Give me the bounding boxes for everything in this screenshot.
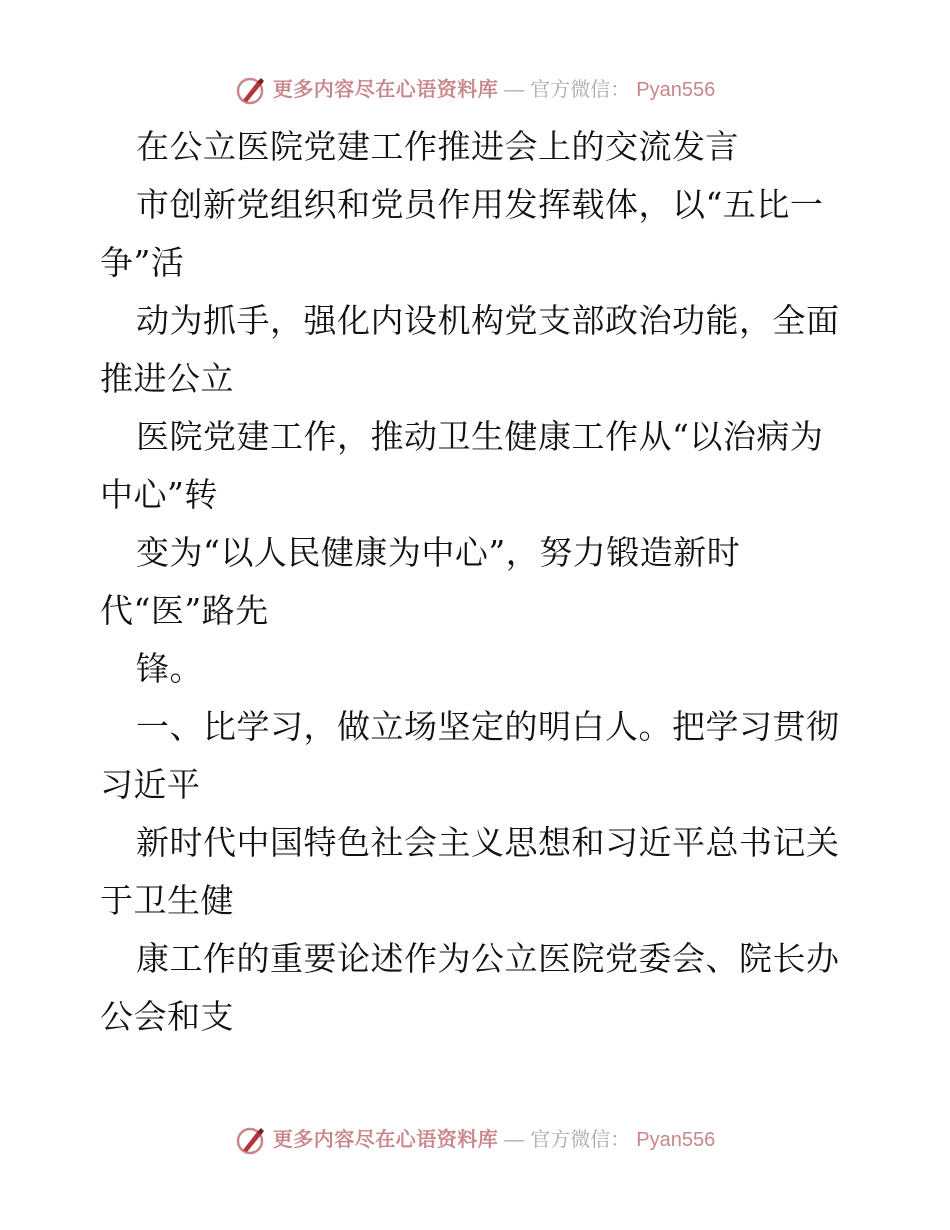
watermark-wechat-label: 官方微信：	[530, 1129, 631, 1151]
watermark-text: 更多内容尽在心语资料库	[272, 1129, 499, 1151]
text-line: 动为抓手，强化内设机构党支部政治功能，全面	[136, 301, 840, 340]
text-line: 锋。	[136, 649, 203, 688]
watermark-footer	[0, 1124, 950, 1156]
text-line: 于卫生健	[100, 881, 234, 920]
pen-logo-icon	[235, 74, 267, 106]
watermark-text: 更多内容尽在心语资料库	[272, 79, 499, 101]
pen-logo-icon	[235, 1124, 267, 1156]
text-line: 习近平	[100, 765, 201, 804]
text-line: 医院党建工作，推动卫生健康工作从“以治病为	[136, 417, 824, 456]
watermark-dash: —	[504, 1129, 525, 1151]
text-line: 公会和支	[100, 997, 234, 1036]
text-line: 争”活	[100, 243, 185, 282]
watermark-wechat-id: Pyan556	[636, 79, 716, 101]
document-body	[100, 118, 860, 1046]
watermark-wechat-label: 官方微信：	[530, 79, 631, 101]
watermark-header	[0, 74, 950, 106]
text-line: 新时代中国特色社会主义思想和习近平总书记关	[136, 823, 840, 862]
text-line: 推进公立	[100, 359, 234, 398]
text-line: 变为“以人民健康为中心”，努力锻造新时	[136, 533, 741, 572]
text-line: 一、比学习，做立场坚定的明白人。把学习贯彻	[136, 707, 840, 746]
watermark-wechat-id: Pyan556	[636, 1129, 716, 1151]
text-line: 在公立医院党建工作推进会上的交流发言	[136, 127, 739, 166]
watermark-dash: —	[504, 79, 525, 101]
text-line: 康工作的重要论述作为公立医院党委会、院长办	[136, 939, 840, 978]
text-line: 市创新党组织和党员作用发挥载体，以“五比一	[136, 185, 824, 224]
text-line: 代“医”路先	[100, 591, 269, 630]
text-line: 中心”转	[100, 475, 218, 514]
